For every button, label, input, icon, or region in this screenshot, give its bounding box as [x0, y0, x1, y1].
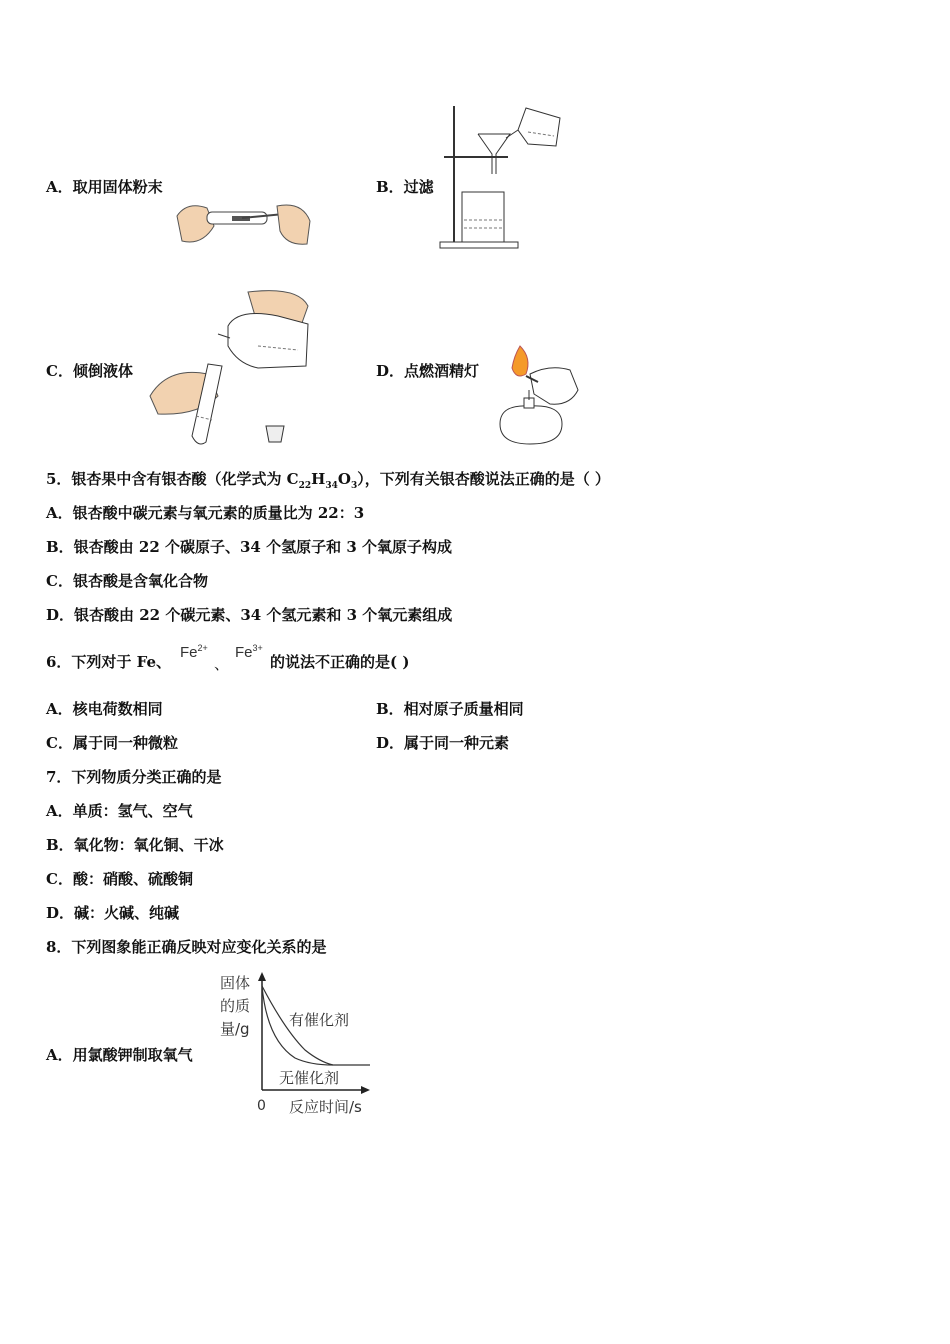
q6-option-b: B．相对原子质量相同 [376, 700, 524, 718]
q8-option-a: A．用氯酸钾制取氧气 [46, 1046, 193, 1064]
ion-fe2: $Fe^{2+}$ [180, 643, 208, 661]
q4-option-b: B．过滤 [376, 178, 434, 196]
chart-origin-label: 0 [257, 1098, 266, 1114]
q7-option-a: A．单质：氢气、空气 [46, 802, 193, 820]
q6-option-c: C．属于同一种微粒 [46, 734, 178, 752]
q8-stem: 8．下列图象能正确反映对应变化关系的是 [46, 938, 327, 956]
q6-stem-post: 的说法不正确的是( ) [270, 653, 410, 671]
q5-option-d: D．银杏酸由 22 个碳元素、34 个氢元素和 3 个氧元素组成 [46, 606, 453, 624]
q4-option-a: A．取用固体粉末 [46, 178, 163, 196]
chart-y-arrow [258, 972, 266, 981]
series-label-with-catalyst: 有催化剂 [289, 1011, 350, 1029]
q7-stem: 7．下列物质分类正确的是 [46, 768, 222, 786]
chart-ylabel-line-2: 的质 [220, 997, 251, 1015]
q5-option-a: A．银杏酸中碳元素与氧元素的质量比为 22：3 [46, 504, 365, 522]
q5-option-c: C．银杏酸是含氧化合物 [46, 572, 208, 590]
pour-liquid-figure [148, 286, 313, 448]
filtration-figure [438, 102, 563, 252]
chart-xlabel: 反应时间/s [289, 1098, 362, 1116]
q6-option-a: A．核电荷数相同 [46, 700, 163, 718]
q6-separator: 、 [214, 655, 230, 673]
ion-fe3: $Fe^{3+}$ [235, 643, 263, 661]
chart-ylabel-line-1: 固体 [220, 974, 251, 992]
series-label-no-catalyst: 无催化剂 [279, 1069, 340, 1087]
chart-x-arrow [361, 1086, 370, 1094]
q5-option-b: B．银杏酸由 22 个碳原子、34 个氢原子和 3 个氧原子构成 [46, 538, 452, 556]
q5-stem: 5．银杏果中含有银杏酸（化学式为 $C_{22}H_{34}O_3$），下列有关银杏酸说法正确的是（ ） [46, 470, 610, 491]
q7-option-b: B．氧化物：氧化铜、干冰 [46, 836, 224, 854]
q4-option-d: D．点燃酒精灯 [376, 362, 480, 380]
mass-time-chart [215, 970, 380, 1120]
powder-tube-figure [172, 196, 312, 251]
q6-stem-pre: 6．下列对于 Fe、 [46, 653, 172, 671]
q7-option-d: D．碱：火碱、纯碱 [46, 904, 180, 922]
q7-option-c: C．酸：硝酸、硫酸铜 [46, 870, 193, 888]
q4-option-c: C．倾倒液体 [46, 362, 133, 380]
alcohol-lamp-figure [490, 344, 586, 448]
chart-ylabel-line-3: 量/g [220, 1020, 250, 1038]
q6-option-d: D．属于同一种元素 [376, 734, 510, 752]
